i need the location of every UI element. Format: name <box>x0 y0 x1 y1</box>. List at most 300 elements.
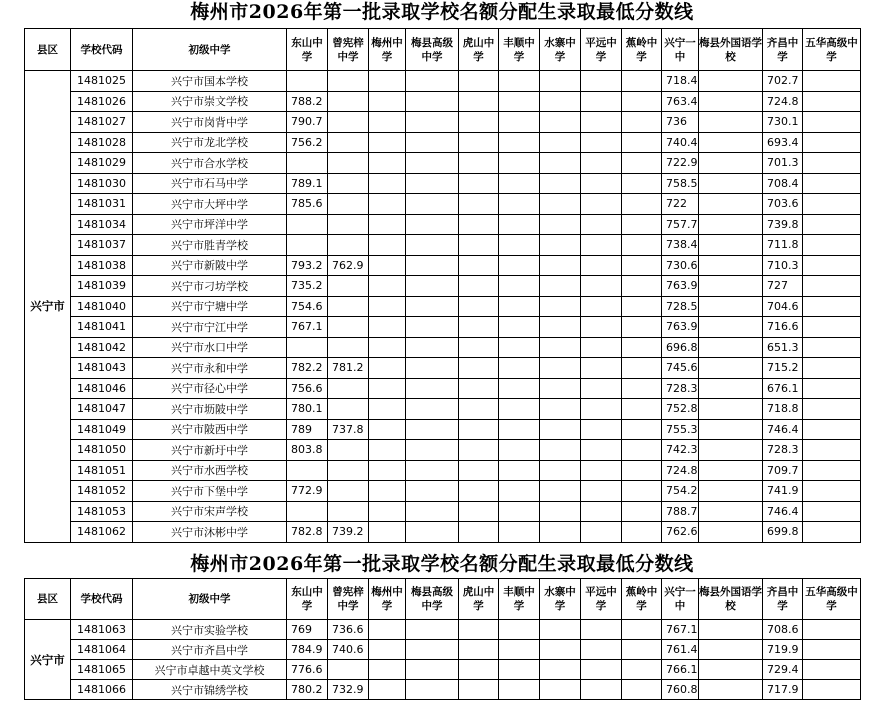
score-cell <box>459 153 499 174</box>
score-cell <box>499 378 540 399</box>
score-cell <box>581 173 622 194</box>
score-cell <box>699 620 763 640</box>
score-cell: 767.1 <box>662 620 699 640</box>
header-target-school: 五华高级中学 <box>803 29 861 71</box>
score-cell: 789.1 <box>287 173 328 194</box>
score-cell: 803.8 <box>287 440 328 461</box>
score-cell <box>622 640 662 660</box>
score-cell <box>406 112 459 133</box>
score-cell: 767.1 <box>287 317 328 338</box>
school-code-cell: 1481040 <box>71 296 133 317</box>
header-target-school: 水寨中学 <box>540 579 581 620</box>
score-cell: 727 <box>763 276 803 297</box>
score-cell <box>406 71 459 92</box>
score-cell: 762.6 <box>662 522 699 543</box>
score-cell <box>622 132 662 153</box>
score-cell: 736.6 <box>328 620 369 640</box>
school-code-cell: 1481050 <box>71 440 133 461</box>
table-row <box>25 620 861 640</box>
score-cell <box>328 296 369 317</box>
score-cell: 722 <box>662 194 699 215</box>
score-cell <box>459 112 499 133</box>
school-code-cell: 1481029 <box>71 153 133 174</box>
school-name-cell: 兴宁市宋声学校 <box>133 501 287 522</box>
score-cell <box>459 194 499 215</box>
score-cell <box>803 419 861 440</box>
score-cell <box>369 235 406 256</box>
score-cell <box>369 71 406 92</box>
table-row <box>25 173 861 194</box>
score-cell <box>699 501 763 522</box>
school-code-cell: 1481065 <box>71 660 133 680</box>
score-cell <box>459 399 499 420</box>
school-code-cell: 1481037 <box>71 235 133 256</box>
score-cell <box>369 522 406 543</box>
score-cell <box>406 378 459 399</box>
score-cell <box>581 337 622 358</box>
score-cell <box>328 91 369 112</box>
score-cell <box>406 660 459 680</box>
school-code-cell: 1481041 <box>71 317 133 338</box>
score-cell: 710.3 <box>763 255 803 276</box>
score-cell <box>581 419 622 440</box>
score-cell: 746.4 <box>763 501 803 522</box>
score-cell <box>581 481 622 502</box>
score-cell: 760.8 <box>662 680 699 700</box>
score-cell: 788.7 <box>662 501 699 522</box>
score-cell <box>699 112 763 133</box>
score-cell <box>328 317 369 338</box>
score-cell <box>499 640 540 660</box>
score-cell <box>406 255 459 276</box>
school-code-cell: 1481034 <box>71 214 133 235</box>
score-cell: 772.9 <box>287 481 328 502</box>
table-row <box>25 378 861 399</box>
score-cell <box>369 132 406 153</box>
score-cell <box>699 419 763 440</box>
header-target-school: 兴宁一中 <box>662 579 699 620</box>
header-target-school: 梅县高级中学 <box>406 579 459 620</box>
school-code-cell: 1481047 <box>71 399 133 420</box>
score-cell <box>459 378 499 399</box>
score-cell: 737.8 <box>328 419 369 440</box>
score-cell <box>803 71 861 92</box>
header-target-school: 虎山中学 <box>459 29 499 71</box>
table-row <box>25 440 861 461</box>
score-cell <box>499 680 540 700</box>
score-cell <box>459 255 499 276</box>
school-name-cell: 兴宁市崇文学校 <box>133 91 287 112</box>
score-cell <box>622 255 662 276</box>
table-row <box>25 71 861 92</box>
score-cell <box>540 358 581 379</box>
school-code-cell: 1481038 <box>71 255 133 276</box>
score-cell: 704.6 <box>763 296 803 317</box>
score-cell <box>499 419 540 440</box>
school-code-cell: 1481051 <box>71 460 133 481</box>
score-cell <box>699 680 763 700</box>
school-code-cell: 1481031 <box>71 194 133 215</box>
score-cell <box>459 132 499 153</box>
score-cell <box>803 660 861 680</box>
score-cell: 739.2 <box>328 522 369 543</box>
score-cell: 758.5 <box>662 173 699 194</box>
score-cell <box>459 620 499 640</box>
score-cell <box>699 399 763 420</box>
table-row <box>25 501 861 522</box>
score-cell <box>328 153 369 174</box>
score-cell <box>622 153 662 174</box>
score-cell <box>581 276 622 297</box>
score-cell <box>499 620 540 640</box>
score-cell <box>459 358 499 379</box>
score-cell <box>699 132 763 153</box>
score-cell <box>540 317 581 338</box>
score-cell <box>622 337 662 358</box>
score-cell: 769 <box>287 620 328 640</box>
score-cell <box>406 91 459 112</box>
score-cell <box>406 194 459 215</box>
score-cell <box>540 132 581 153</box>
score-cell <box>369 112 406 133</box>
table-row <box>25 194 861 215</box>
score-cell <box>499 358 540 379</box>
score-cell <box>622 680 662 700</box>
score-cell: 739.8 <box>763 214 803 235</box>
score-cell: 719.9 <box>763 640 803 660</box>
school-name-cell: 兴宁市沐彬中学 <box>133 522 287 543</box>
score-cell <box>581 460 622 481</box>
score-cell: 745.6 <box>662 358 699 379</box>
score-cell <box>803 153 861 174</box>
score-cell <box>459 680 499 700</box>
score-cell <box>622 276 662 297</box>
score-cell: 722.9 <box>662 153 699 174</box>
score-cell: 756.6 <box>287 378 328 399</box>
score-cell <box>499 660 540 680</box>
score-cell <box>328 173 369 194</box>
score-cell <box>540 440 581 461</box>
score-cell <box>406 235 459 256</box>
score-cell <box>581 214 622 235</box>
table-row <box>25 419 861 440</box>
table-row <box>25 112 861 133</box>
score-cell <box>369 194 406 215</box>
score-cell: 729.4 <box>763 660 803 680</box>
score-cell <box>328 214 369 235</box>
score-cell <box>622 235 662 256</box>
score-cell: 740.6 <box>328 640 369 660</box>
header-school-code: 学校代码 <box>71 29 133 71</box>
score-cell <box>581 501 622 522</box>
score-cell <box>406 358 459 379</box>
header-target-school: 梅州中学 <box>369 579 406 620</box>
score-cell <box>459 276 499 297</box>
score-cell <box>581 91 622 112</box>
score-cell <box>499 481 540 502</box>
score-cell <box>406 640 459 660</box>
score-cell <box>581 358 622 379</box>
score-cell <box>622 660 662 680</box>
score-cell <box>499 132 540 153</box>
school-name-cell: 兴宁市新圩中学 <box>133 440 287 461</box>
score-cell <box>406 317 459 338</box>
score-cell: 699.8 <box>763 522 803 543</box>
score-cell <box>328 235 369 256</box>
score-cell: 732.9 <box>328 680 369 700</box>
score-cell <box>406 399 459 420</box>
table-row <box>25 399 861 420</box>
page-title-repeat: 梅州市2026年第一批录取学校名额分配生录取最低分数线 <box>190 553 694 575</box>
score-cell <box>406 337 459 358</box>
score-cell <box>803 460 861 481</box>
score-cell <box>406 214 459 235</box>
score-cell <box>369 501 406 522</box>
header-target-school: 齐昌中学 <box>763 579 803 620</box>
score-cell <box>328 112 369 133</box>
score-table-continued <box>24 578 861 700</box>
score-cell <box>622 112 662 133</box>
score-cell <box>499 296 540 317</box>
score-cell: 757.7 <box>662 214 699 235</box>
score-cell <box>369 440 406 461</box>
score-cell <box>328 276 369 297</box>
score-cell <box>369 460 406 481</box>
table-row <box>25 481 861 502</box>
score-cell <box>803 522 861 543</box>
score-cell <box>581 153 622 174</box>
score-cell <box>581 399 622 420</box>
score-cell <box>328 481 369 502</box>
score-cell <box>699 71 763 92</box>
score-cell <box>540 680 581 700</box>
score-cell <box>699 173 763 194</box>
score-cell <box>622 194 662 215</box>
score-cell <box>499 255 540 276</box>
score-cell <box>499 460 540 481</box>
score-cell <box>803 255 861 276</box>
score-cell: 728.3 <box>763 440 803 461</box>
score-cell <box>369 620 406 640</box>
score-cell <box>499 194 540 215</box>
score-cell: 716.6 <box>763 317 803 338</box>
score-cell <box>803 235 861 256</box>
school-name-cell: 兴宁市锦绣学校 <box>133 680 287 700</box>
score-cell: 730.1 <box>763 112 803 133</box>
score-cell <box>287 337 328 358</box>
score-cell <box>622 399 662 420</box>
score-cell <box>540 91 581 112</box>
school-code-cell: 1481042 <box>71 337 133 358</box>
score-cell <box>459 91 499 112</box>
table-row <box>25 317 861 338</box>
score-cell <box>406 132 459 153</box>
score-cell: 696.8 <box>662 337 699 358</box>
score-cell: 788.2 <box>287 91 328 112</box>
score-cell <box>369 358 406 379</box>
table-row <box>25 235 861 256</box>
school-name-cell: 兴宁市刁坊学校 <box>133 276 287 297</box>
score-cell: 780.2 <box>287 680 328 700</box>
header-target-school: 梅县高级中学 <box>406 29 459 71</box>
score-cell <box>459 173 499 194</box>
score-cell: 755.3 <box>662 419 699 440</box>
header-school-code: 学校代码 <box>71 579 133 620</box>
score-cell <box>499 337 540 358</box>
score-cell <box>622 317 662 338</box>
school-name-cell: 兴宁市实验学校 <box>133 620 287 640</box>
table-row <box>25 132 861 153</box>
score-cell: 746.4 <box>763 419 803 440</box>
score-cell <box>459 214 499 235</box>
score-cell: 711.8 <box>763 235 803 256</box>
score-cell: 651.3 <box>763 337 803 358</box>
score-cell <box>499 153 540 174</box>
header-target-school: 平远中学 <box>581 29 622 71</box>
school-code-cell: 1481039 <box>71 276 133 297</box>
score-cell <box>540 660 581 680</box>
score-cell <box>499 440 540 461</box>
score-cell <box>803 501 861 522</box>
score-cell <box>369 255 406 276</box>
school-name-cell: 兴宁市下堡中学 <box>133 481 287 502</box>
score-cell <box>699 153 763 174</box>
score-cell <box>622 440 662 461</box>
score-cell <box>540 235 581 256</box>
score-cell: 756.2 <box>287 132 328 153</box>
score-cell <box>369 296 406 317</box>
score-cell <box>803 194 861 215</box>
score-cell <box>459 296 499 317</box>
school-name-cell: 兴宁市径心中学 <box>133 378 287 399</box>
header-target-school: 丰顺中学 <box>499 29 540 71</box>
score-cell <box>803 317 861 338</box>
score-cell <box>699 660 763 680</box>
score-cell <box>581 255 622 276</box>
school-name-cell: 兴宁市坪洋中学 <box>133 214 287 235</box>
school-name-cell: 兴宁市水口中学 <box>133 337 287 358</box>
score-cell <box>540 378 581 399</box>
score-cell <box>499 276 540 297</box>
score-cell <box>328 71 369 92</box>
header-target-school: 蕉岭中学 <box>622 579 662 620</box>
header-county: 县区 <box>25 29 71 71</box>
score-cell <box>581 296 622 317</box>
score-cell <box>581 522 622 543</box>
header-target-school: 水寨中学 <box>540 29 581 71</box>
score-cell <box>622 460 662 481</box>
score-cell <box>622 481 662 502</box>
score-cell <box>287 71 328 92</box>
score-cell <box>406 680 459 700</box>
score-cell <box>803 358 861 379</box>
score-cell: 763.9 <box>662 317 699 338</box>
header-target-school: 平远中学 <box>581 579 622 620</box>
score-cell <box>622 91 662 112</box>
score-cell <box>540 337 581 358</box>
header-target-school: 梅县外国语学校 <box>699 579 763 620</box>
score-cell <box>622 522 662 543</box>
score-cell <box>622 378 662 399</box>
school-code-cell: 1481028 <box>71 132 133 153</box>
school-name-cell: 兴宁市胜青学校 <box>133 235 287 256</box>
school-code-cell: 1481049 <box>71 419 133 440</box>
score-cell <box>699 214 763 235</box>
score-cell <box>369 153 406 174</box>
score-cell: 718.4 <box>662 71 699 92</box>
score-cell <box>369 173 406 194</box>
school-name-cell: 兴宁市宁塘中学 <box>133 296 287 317</box>
score-cell <box>581 235 622 256</box>
score-cell <box>499 235 540 256</box>
score-cell <box>369 680 406 700</box>
score-cell: 793.2 <box>287 255 328 276</box>
score-cell <box>581 620 622 640</box>
score-cell: 762.9 <box>328 255 369 276</box>
score-cell: 728.5 <box>662 296 699 317</box>
score-cell <box>540 255 581 276</box>
score-cell: 763.9 <box>662 276 699 297</box>
score-cell <box>803 378 861 399</box>
score-cell <box>459 419 499 440</box>
score-cell <box>699 440 763 461</box>
school-name-cell: 兴宁市宁江中学 <box>133 317 287 338</box>
score-cell <box>699 481 763 502</box>
header-target-school: 东山中学 <box>287 579 328 620</box>
score-cell <box>540 522 581 543</box>
score-cell: 763.4 <box>662 91 699 112</box>
score-cell <box>803 91 861 112</box>
score-cell <box>406 153 459 174</box>
header-county: 县区 <box>25 579 71 620</box>
score-cell <box>699 378 763 399</box>
score-cell <box>540 173 581 194</box>
school-code-cell: 1481030 <box>71 173 133 194</box>
table-row <box>25 276 861 297</box>
score-cell <box>581 71 622 92</box>
score-cell: 715.2 <box>763 358 803 379</box>
score-cell <box>622 620 662 640</box>
score-cell: 718.8 <box>763 399 803 420</box>
table-row <box>25 153 861 174</box>
school-code-cell: 1481064 <box>71 640 133 660</box>
table-row <box>25 660 861 680</box>
score-cell <box>803 399 861 420</box>
score-cell <box>369 91 406 112</box>
score-cell <box>803 440 861 461</box>
school-code-cell: 1481025 <box>71 71 133 92</box>
score-cell <box>540 194 581 215</box>
score-cell <box>499 214 540 235</box>
score-cell <box>581 194 622 215</box>
header-target-school: 梅州中学 <box>369 29 406 71</box>
score-cell <box>540 399 581 420</box>
score-cell <box>622 214 662 235</box>
header-target-school: 东山中学 <box>287 29 328 71</box>
score-cell: 752.8 <box>662 399 699 420</box>
score-cell <box>499 112 540 133</box>
score-cell <box>803 112 861 133</box>
score-cell <box>328 501 369 522</box>
score-cell <box>699 91 763 112</box>
score-cell: 728.3 <box>662 378 699 399</box>
score-cell <box>287 460 328 481</box>
school-code-cell: 1481053 <box>71 501 133 522</box>
header-target-school: 虎山中学 <box>459 579 499 620</box>
score-cell <box>540 460 581 481</box>
school-name-cell: 兴宁市国本学校 <box>133 71 287 92</box>
score-cell <box>328 378 369 399</box>
